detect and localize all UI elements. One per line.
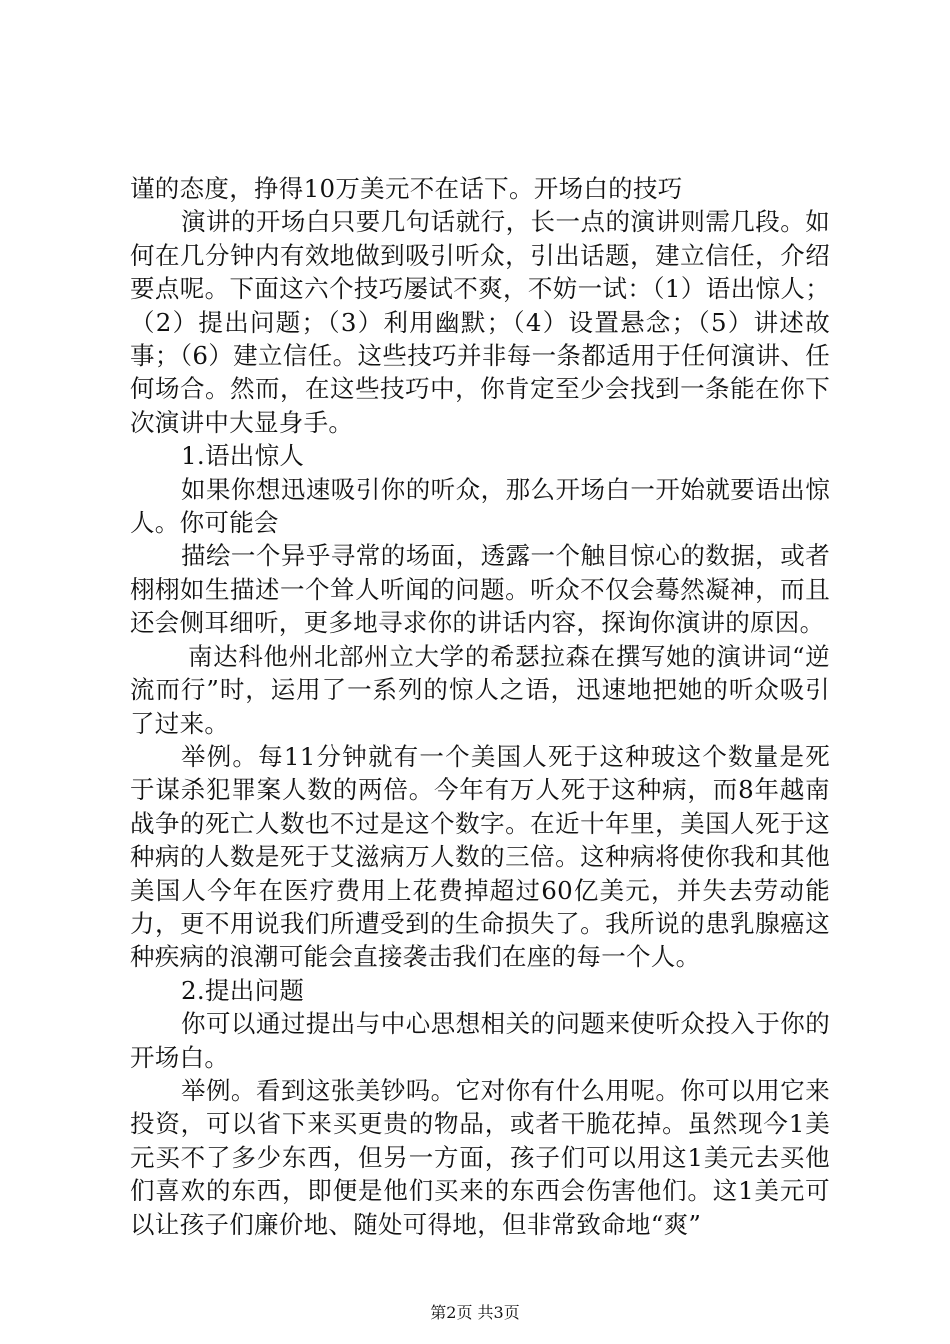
section-heading-2: 2.提出问题	[181, 975, 305, 1005]
document-body	[130, 172, 830, 1241]
paragraph-example: 举例。每11分钟就有一个美国人死于这种玻这个数量是死于谋杀犯罪案人数的两倍。今年有万人死于这种病，而8年越南战争的死亡人数也不过是这个数字。在近十年里，美国人死于这种病的人数是死于艾滋病万人数的三倍。这种病将使你我和其他美国人今年在医疗费用上花费掉超过60亿美元，并失去劳动能力，更不用说我们所遭受到的生命损失了。我所说的患乳腺癌这种疾病的浪潮可能会直接袭击我们在座的每一个人。	[130, 741, 830, 972]
paragraph: 如果你想迅速吸引你的听众，那么开场白一开始就要语出惊人。你可能会	[130, 474, 830, 538]
section-heading-1: 1.语出惊人	[181, 441, 305, 471]
paragraph: 你可以通过提出与中心思想相关的问题来使听众投入于你的开场白。	[130, 1009, 830, 1072]
page-footer	[0, 1303, 950, 1323]
paragraph: 南达科他州北部州立大学的希瑟拉森在撰写她的演讲词“逆流而行”时，运用了一系列的惊人之语，迅速地把她的听众吸引了过来。	[130, 641, 830, 738]
paragraph-continuation: 谨的态度，挣得10万美元不在话下。开场白的技巧	[130, 174, 683, 203]
paragraph: 描绘一个异乎寻常的场面，透露一个触目惊心的数据，或者栩栩如生描述一个耸人听闻的问题。听众不仅会蓦然凝神，而且还会侧耳细听，更多地寻求你的讲话内容，探询你演讲的原因。	[130, 541, 830, 638]
paragraph-intro: 演讲的开场白只要几句话就行，长一点的演讲则需几段。如何在几分钟内有效地做到吸引听众，引出话题，建立信任，介绍要点呢。下面这六个技巧屡试不爽，不妨一试：（1）语出惊人；（2）提出问题；（3）利用幽默；（4）设置悬念；（5）讲述故事；（6）建立信任。这些技巧并非每一条都适用于任何演讲、任何场合。然而，在这些技巧中，你肯定至少会找到一条能在你下次演讲中大显身手。	[130, 207, 830, 437]
paragraph-example: 举例。看到这张美钞吗。它对你有什么用呢。你可以用它来投资，可以省下来买更贵的物品，或者干脆花掉。虽然现今1美元买不了多少东西，但另一方面，孩子们可以用这1美元去买他们喜欢的东西，即便是他们买来的东西会伤害他们。这1美元可以让孩子们廉价地、随处可得地，但非常致命地“爽”	[130, 1075, 831, 1239]
page-number-label: 第2页 共3页	[430, 1303, 520, 1322]
